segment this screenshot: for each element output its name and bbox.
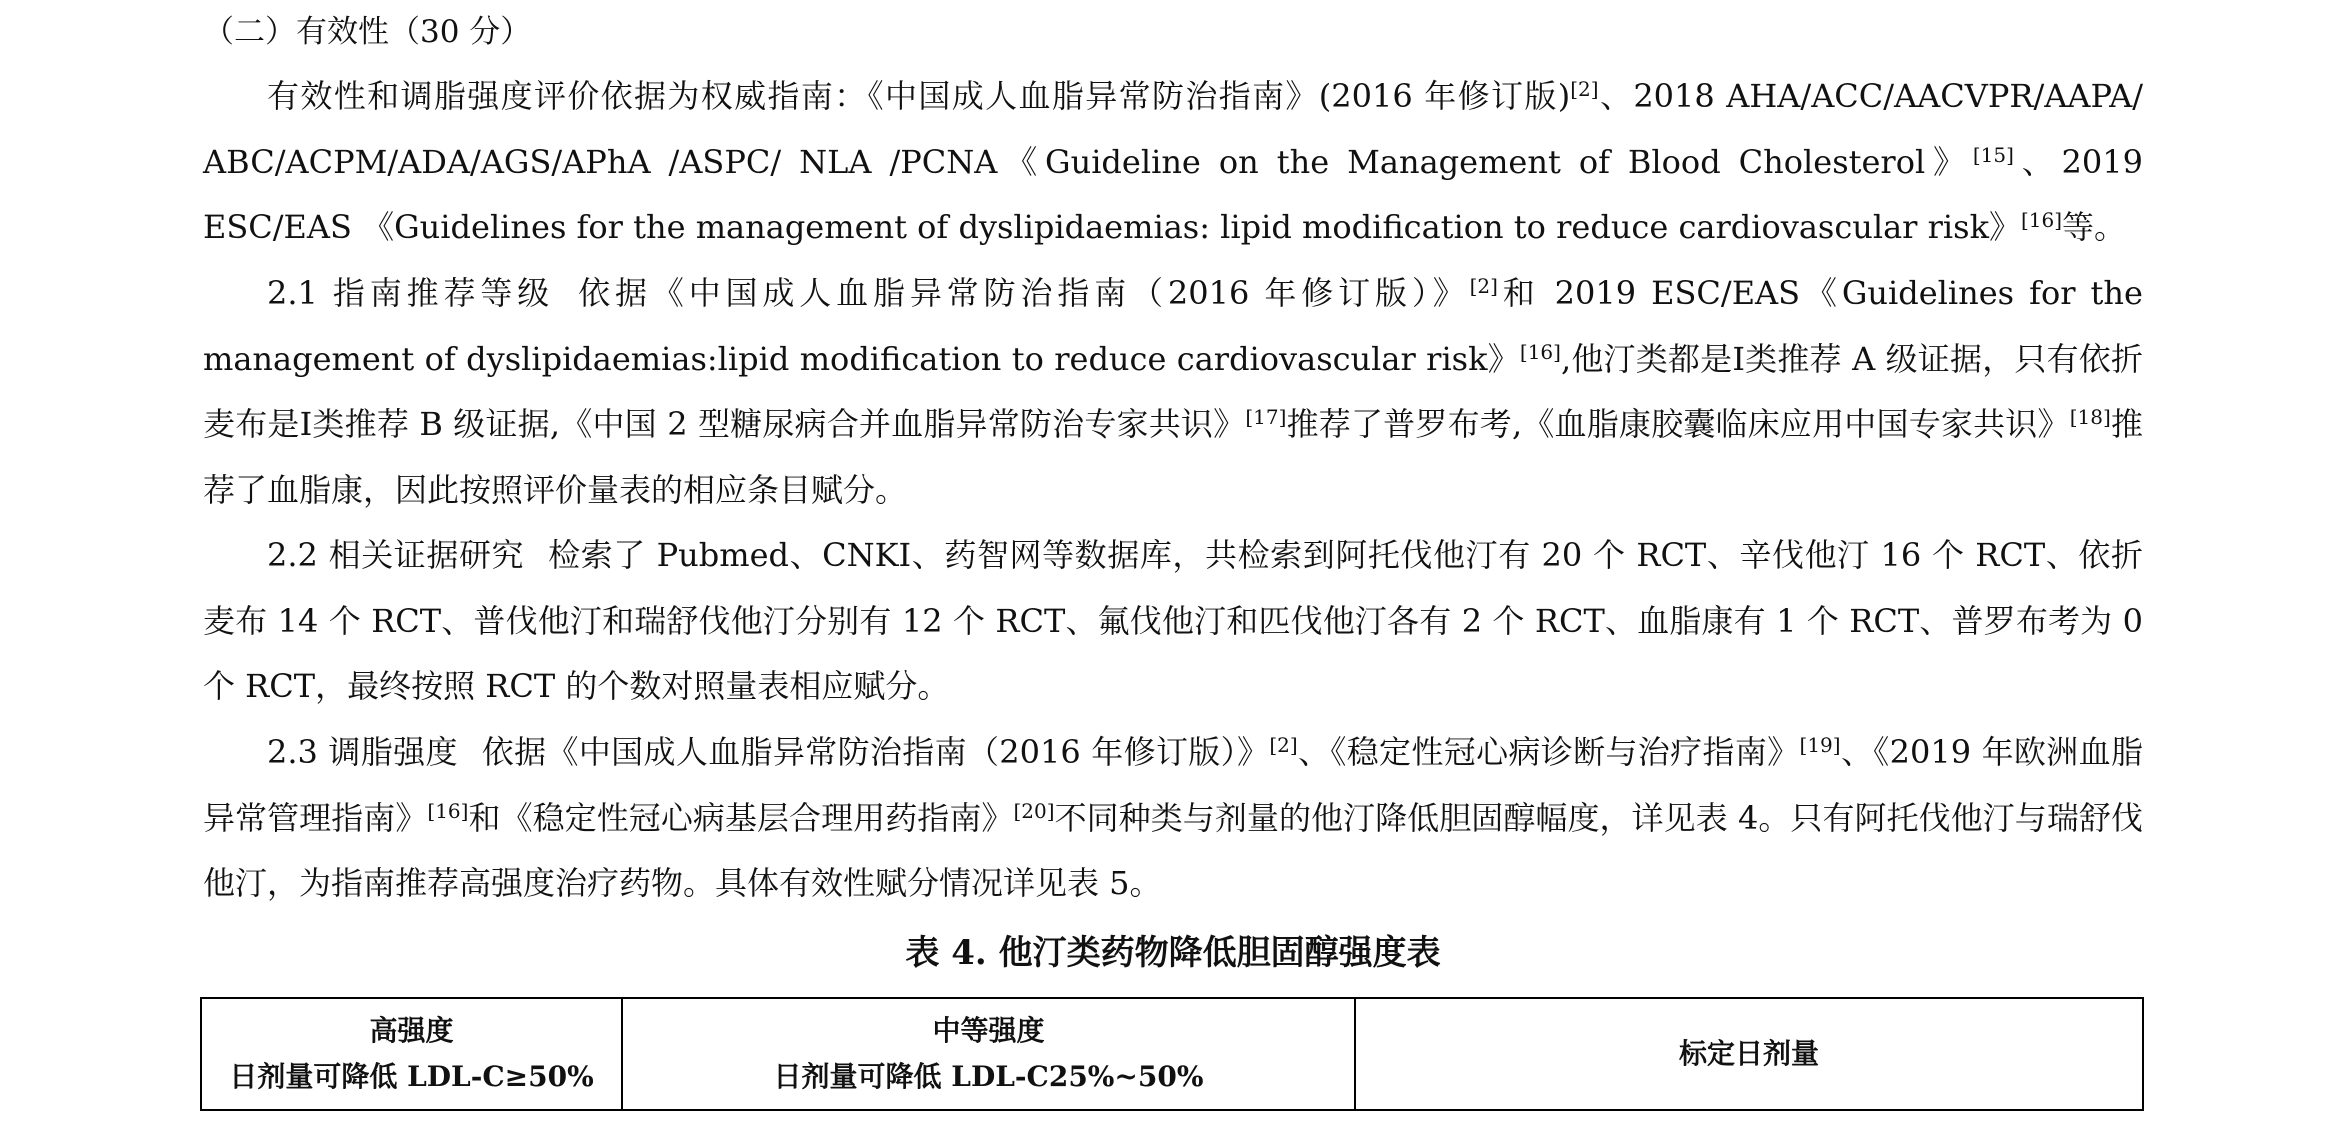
citation-ref: [20]: [1013, 798, 1055, 823]
statin-intensity-table: [200, 997, 2144, 1111]
citation-ref: [17]: [1245, 405, 1287, 429]
intro-paragraph: [203, 64, 2143, 261]
citation-ref: [15]: [1972, 142, 2014, 167]
citation-ref: [2]: [1469, 274, 1498, 298]
citation-ref: [18]: [2069, 405, 2111, 429]
header-moderate-intensity-title: 中等强度: [932, 1014, 1045, 1047]
citation-ref: [16]: [427, 798, 469, 823]
citation-ref: [16]: [2020, 208, 2063, 232]
para-2-3-text-4: 和《稳定性冠心病基层合理用药指南》: [468, 798, 1014, 837]
paragraph-2-3: [203, 720, 2143, 917]
header-high-intensity: [201, 998, 622, 1110]
header-moderate-intensity-desc: 日剂量可降低 LDL-C25%~50%: [773, 1060, 1204, 1093]
intro-text-2: 、2018 AHA/ACC/AACVPR/AAPA/ ABC/ACPM/ADA/AGS/APhA /ASPC/ NLA /PCNA《Guideline on the Management of Blood Cholesterol》: [203, 77, 2143, 181]
citation-ref: [2]: [1269, 733, 1298, 757]
citation-ref: [16]: [1519, 339, 1561, 364]
subsection-label-2-2: 2.2 相关证据研究: [267, 536, 525, 574]
header-daily-dose-title: 标定日剂量: [1678, 1037, 1819, 1070]
para-2-3-text-2: 、《稳定性冠心病诊断与治疗指南》: [1297, 733, 1800, 771]
intro-text-4: 等。: [2062, 208, 2127, 246]
para-2-1-text-4: 推荐了普罗布考,《血脂康胶囊临床应用中国专家共识》: [1286, 405, 2070, 443]
subsection-label-2-1: 2.1 指南推荐等级: [267, 274, 555, 312]
section-heading: （二）有效性（30 分）: [203, 14, 532, 50]
intro-text-3: 、2019 ESC/EAS 《Guidelines for the management of dyslipidaemias: lipid modification to reduce cardiovascular risk》: [203, 142, 2143, 246]
para-2-1-text-1: 依据《中国成人血脂异常防治指南（2016 年修订版）》: [578, 274, 1470, 312]
table-header-row: [201, 998, 2143, 1110]
header-high-intensity-desc: 日剂量可降低 LDL-C≥50%: [229, 1060, 594, 1093]
citation-ref: [19]: [1799, 733, 1841, 757]
para-2-1-text-3: ,他汀类都是Ⅰ类推荐 A 级证据，只有依折麦布是Ⅰ类推荐 B 级证据,《中国 2 型糖尿病合并血脂异常防治专家共识》: [203, 339, 2143, 443]
para-2-3-text-3: 、《2019 年欧洲血脂异常管理指南》: [203, 733, 2143, 837]
para-2-1-text-5: 推荐了血脂康，因此按照评价量表的相应条目赋分。: [203, 405, 2143, 509]
table-title: 表 4. 他汀类药物降低胆固醇强度表: [905, 933, 1441, 973]
header-moderate-intensity: [622, 998, 1355, 1110]
header-high-intensity-title: 高强度: [369, 1014, 454, 1047]
para-2-2-text: 检索了 Pubmed、CNKI、药智网等数据库，共检索到阿托伐他汀有 20 个 RCT、辛伐他汀 16 个 RCT、依折麦布 14 个 RCT、普伐他汀和瑞舒伐他汀分别有 12 个 RCT、氟伐他汀和匹伐他汀各有 2 个 RCT、血脂康有 1 个 RCT、普罗布考为 0 个 RCT，最终按照 RCT 的个数对照量表相应赋分。: [203, 536, 2143, 705]
para-2-1-text-2: 和 2019 ESC/EAS《Guidelines for the management of dyslipidaemias:lipid modification to reduce cardiovascular risk》: [203, 274, 2143, 378]
header-daily-dose: [1355, 998, 2143, 1110]
intro-text-1: 有效性和调脂强度评价依据为权威指南：《中国成人血脂异常防治指南》(2016 年修订版): [267, 77, 1571, 115]
paragraph-2-2: [203, 523, 2143, 720]
subsection-label-2-3: 2.3 调脂强度: [267, 733, 458, 771]
para-2-3-text-1: 依据《中国成人血脂异常防治指南（2016 年修订版）》: [481, 733, 1270, 771]
para-2-3-text-5: 不同种类与剂量的他汀降低胆固醇幅度，详见表 4。只有阿托伐他汀与瑞舒伐他汀，为指南推荐高强度治疗药物。具体有效性赋分情况详见表 5。: [203, 798, 2143, 902]
citation-ref: [2]: [1570, 77, 1599, 101]
paragraph-2-1: [203, 261, 2143, 523]
